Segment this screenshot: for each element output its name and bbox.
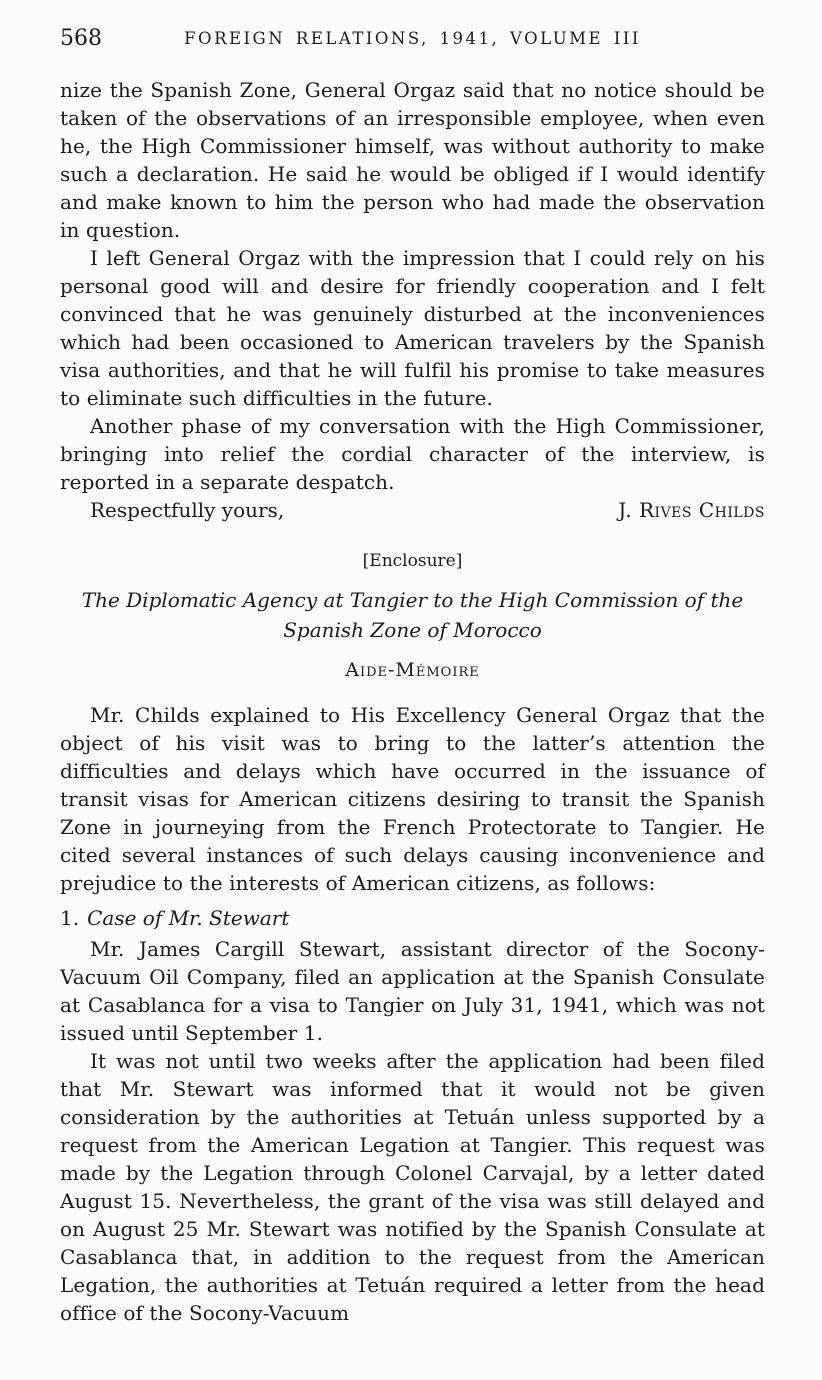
enclosure-title (60, 585, 765, 645)
case-paragraph: Mr. James Cargill Stewart, assistant director of the Socony-Vacuum Oil Company, filed an application at the Spanish Consulate at Casablanca for a visa to Tangier on July 31, 1941, which was not issued until September 1. (60, 937, 765, 1045)
case-heading (60, 904, 765, 932)
enclosure-section (60, 550, 765, 1327)
enclosure-subheading: Aide-Mémoire (345, 659, 480, 681)
enclosure-title-line1: The Diplomatic Agency at Tangier to the High Commission of the (81, 588, 744, 612)
case-number: 1. (60, 906, 80, 930)
letter-body (60, 76, 765, 496)
letter-paragraph: nize the Spanish Zone, General Orgaz said that no notice should be taken of the observations of an irresponsible employee, when even he, the High Commissioner himself, was without authority to make such a declaration. He said he would be obliged if I would identify and make known to him the person who had made the observation in question. (60, 78, 765, 242)
case-body (60, 935, 765, 1327)
enclosure-tag: [Enclosure] (362, 551, 463, 571)
enclosure-body (60, 701, 765, 897)
letter-paragraph: I left General Orgaz with the impression that I could rely on his personal good will and desire for friendly cooperation and I felt convinced that he was genuinely disturbed at the inconveniences which had been occasioned to American travelers by the Spanish visa authorities, and that he will fulfil his promise to take measures to eliminate such difficulties in the future. (60, 246, 765, 410)
signature-name: J. Rives Childs (618, 498, 765, 522)
letter-paragraph: Another phase of my conversation with the High Commissioner, bringing into relief the cordial character of the interview, is reported in a separate despatch. (60, 414, 765, 494)
page-number: 568 (60, 26, 102, 51)
enclosure-title-line2: Spanish Zone of Morocco (283, 618, 542, 642)
closing-row (60, 496, 765, 524)
closing-text: Respectfully yours, (90, 498, 285, 522)
enclosure-paragraph: Mr. Childs explained to His Excellency General Orgaz that the object of his visit was to bring to the latter’s attention the difficulties and delays which have occurred in the issuance of transit visas for American citizens desiring to transit the Spanish Zone in journeying from the French Protectorate to Tangier. He cited several instances of such delays causing inconvenience and prejudice to the interests of American citizens, as follows: (60, 703, 765, 895)
running-head-row (60, 26, 765, 52)
case-title: Case of Mr. Stewart (87, 906, 290, 930)
case-paragraph: It was not until two weeks after the application had been filed that Mr. Stewart was informed that it would not be given consideration by the authorities at Tetuán unless supported by a request from the American Legation at Tangier. This request was made by the Legation through Colonel Carvajal, by a letter dated August 15. Nevertheless, the grant of the visa was still delayed and on August 25 Mr. Stewart was notified by the Spanish Consulate at Casablanca that, in addition to the request from the American Legation, the authorities at Tetuán required a letter from the head office of the Socony-Vacuum (60, 1049, 765, 1325)
running-head: FOREIGN RELATIONS, 1941, VOLUME III (184, 29, 641, 48)
